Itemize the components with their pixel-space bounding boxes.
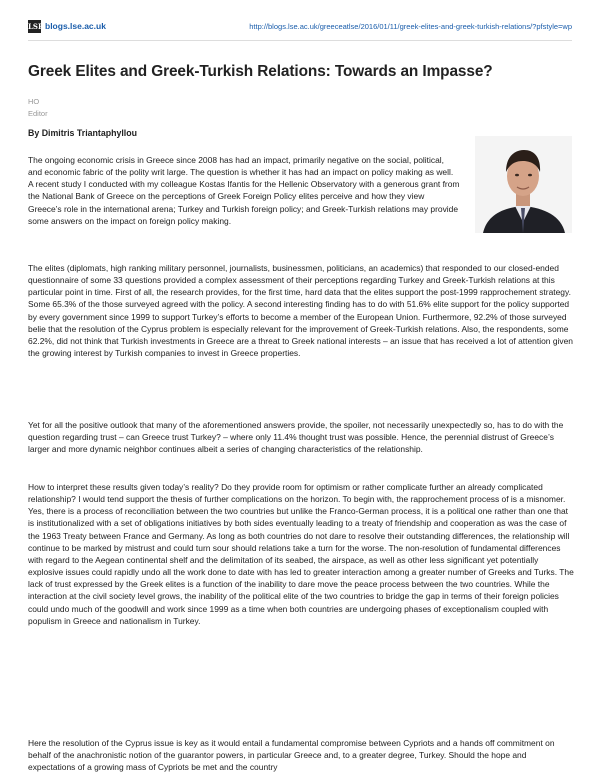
article-paragraph: The ongoing economic crisis in Greece since 2008 has had an impact, primarily negative on the social, political, and economic fabric of the polity writ large. The question is whether it has had an impact on policy making as well. A recent study I conducted with my colleague Kostas Ifantis for the Hellenic Observatory with a generous grant from the National Bank of Greece on the perceptions of Greek Foreign Policy elites perceive and how they view Greece’s role in the international arena; Turkey and Turkish foreign policy; and Greek-Turkish relations may provide some answers on the impact on foreign policy making. — [28, 155, 460, 226]
page-url-link[interactable]: http://blogs.lse.ac.uk/greeceatlse/2016/01/11/greek-elites-and-greek-turkish-relations/?pfstyle=wp — [249, 22, 572, 31]
author-photo — [475, 136, 572, 233]
author-role: Editor — [28, 109, 48, 118]
author-photo-image — [475, 136, 572, 233]
page-header — [28, 20, 572, 40]
article-paragraph: Yet for all the positive outlook that many of the aforementioned answers provide, the spoiler, not necessarily unexpectedly so, has to do with the question regarding trust – can Greece trust Turkey? – where only 11.4% thought trust was possible. Hence, the perennial distrust of Greece’s larger and more dynamic neighbor continues albeit a series of changing characteristics of the relationship. — [28, 420, 564, 455]
lse-logo-icon: LSE — [28, 22, 44, 31]
article-paragraph: How to interpret these results given today’s reality? Do they provide room for optimism or rather complicate further an already complicated relationship? I would tend support the thesis of further complications on the horizon. To begin with, the rapprochement process of is a misnomer. Yes, there is a process of reconciliation between the two countries but unlike the Franco-German process, it is a political one rather than one that is institutionalized with a set of obligations initiatives by both sides eventually leading to a treaty of friendship and cooperation as was the case of the 1963 Treaty between France and Germany. As long as both countries do not dare to resolve their outstanding differences, the relationship will continue to be marked by mistrust and could turn sour should relations take a turn for the worse. The non-resolution of fundamental differences with regard to the Aegean continental shelf and the delimitation of its seabed, the airspace, as well as other less significant yet potentially explosive issues could rapidly undo all the work done to date with has led to greater interaction among a greater number of Greeks and Turks. The lack of trust expressed by the Greek elites is a function of the inability to dare move the peace process between the two countries. While the interaction at the civil society level grows, the inability of the political elite of the two countries to bridge the gap in terms of their foreign policies could undo much of the goodwill and work since 1999 as a time when both countries are undergoing phases of exceptionalism coupled with populism in Greece and nationalism in Turkey. — [28, 482, 574, 626]
article-paragraph: Here the resolution of the Cyprus issue is key as it would entail a fundamental compromise between Cypriots and a hands off commitment on behalf of the anachronistic notion of the guarantor powers, in particular Greece and, to a greater degree, Turkey. Should the hope and expectations of a growing mass of Cypriots be met and the country — [28, 738, 555, 773]
header-divider — [28, 40, 572, 41]
article-paragraph: The elites (diplomats, high ranking military personnel, journalists, businessmen, politicians, an academics) that responded to our closed-ended questionnaire of some 33 questions provided a complex assessment of their perceptions regarding Turkey and Greek-Turkish relations at this particular point in time. First of all, the research provides, for the first time, hard data that the elites support the post-1999 rapprochement strategy. Some 65.3% of the those surveyed agreed with the policy. A second interesting finding has to do with 51.6% elite support for the policy supported by every government since 1999 to support Turkey’s efforts to become a member of the European Union. Furthermore, 92.2% of those surveyed belie that the resolution of the Cyprus problem is especially relevant for the improvement of Greek-Turkish relations. Also, the respondents, some 62.2%, did not think that Turkish investments in Greece are a threat to Greek national interests – an issue that has received a lot of attention given the growing interest by Turkish companies to invest in Greece properties. — [28, 263, 573, 359]
site-link[interactable]: blogs.lse.ac.uk — [45, 21, 106, 31]
byline: By Dimitris Triantaphyllou — [28, 128, 138, 138]
article-title: Greek Elites and Greek-Turkish Relations: Towards an Impasse? — [28, 63, 493, 80]
author-tag: HO — [28, 97, 40, 106]
